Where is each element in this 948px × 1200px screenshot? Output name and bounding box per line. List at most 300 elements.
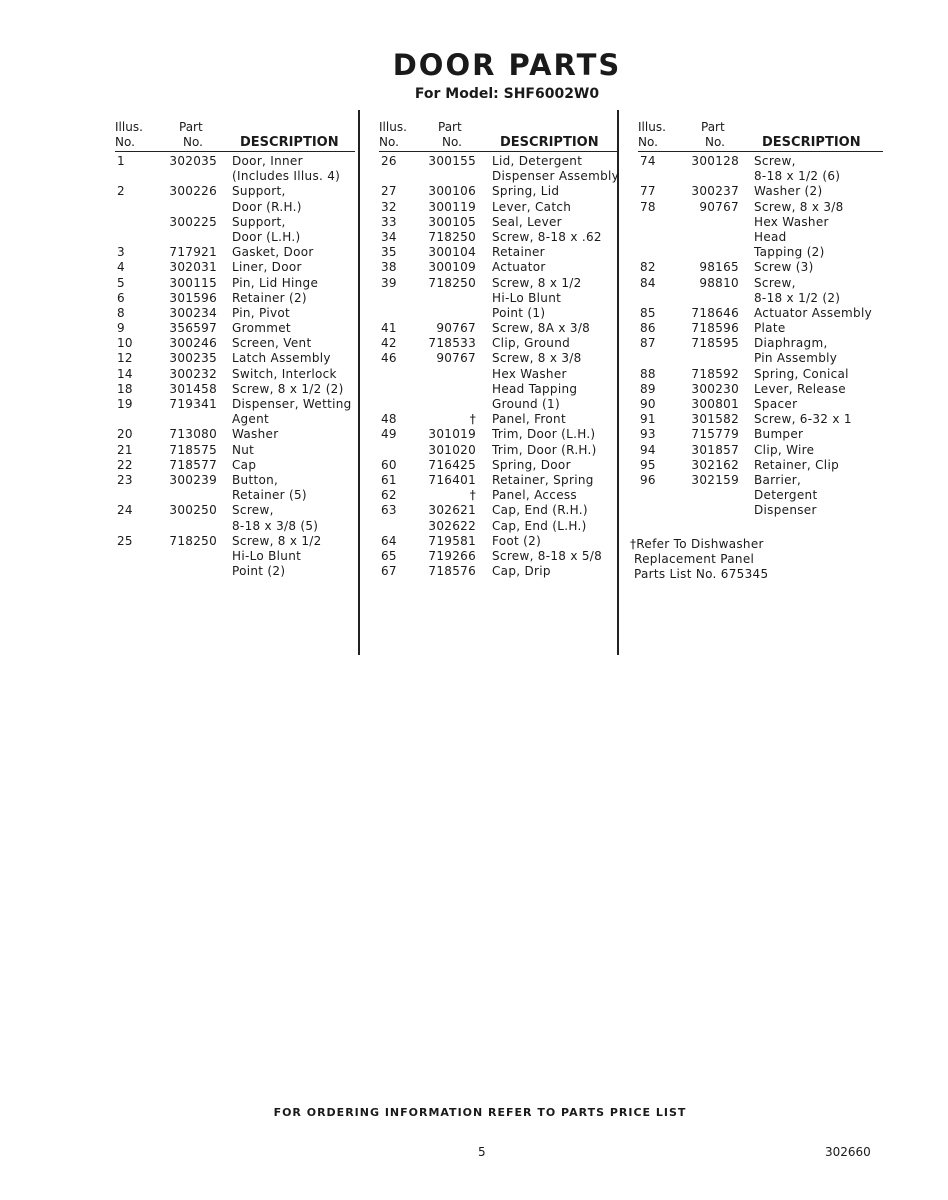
illus-number: 4 [117,260,125,275]
part-description: Nut [232,442,255,457]
table-row [638,245,883,260]
part-description: Cap, End (R.H.) [492,503,588,518]
part-description: Button, [232,472,279,487]
part-number: 300119 [428,199,476,214]
illus-number: 35 [381,245,397,260]
part-number: 90767 [436,351,476,366]
table-row [638,230,883,245]
table-row [379,397,617,412]
part-number: 300234 [169,305,217,320]
illus-number: 25 [117,533,133,548]
part-description: Hi-Lo Blunt [232,548,302,563]
part-number: 301020 [428,442,476,457]
illus-number: 23 [117,472,133,487]
part-description: Latch Assembly [232,351,331,366]
table-row [638,412,883,427]
illus-number: 96 [640,472,656,487]
part-description: Plate [754,321,786,336]
part-number: 300104 [428,245,476,260]
table-row [115,503,355,518]
part-number: 715779 [691,427,739,442]
part-description: Spring, Lid [492,184,560,199]
description-header: DESCRIPTION [240,135,339,150]
table-row [379,488,617,503]
part-description: Door (R.H.) [232,199,302,214]
table-row [115,321,355,336]
illus-number: 61 [381,472,397,487]
part-number: 300801 [691,397,739,411]
part-number: 718250 [428,229,476,244]
table-row [638,291,883,306]
table-row [638,473,883,488]
table-row [638,458,883,473]
table-row [379,184,617,199]
page-number: 5 [478,1145,486,1159]
illus-number: 89 [640,381,656,396]
part-number: 718533 [428,336,476,351]
illus-number: 19 [117,397,133,411]
illus-header: Illus. [638,120,666,134]
part-description: Retainer (5) [232,488,307,503]
part-number: 300237 [691,184,739,199]
illus-number: 46 [381,351,397,366]
part-description: Support, [232,214,286,229]
table-row [115,488,355,503]
table-row [638,200,883,215]
illus-number: 88 [640,366,656,381]
part-description: Clip, Ground [492,336,571,351]
part-number: 719581 [428,533,476,548]
illus-number: 78 [640,199,656,214]
column-header [115,118,355,154]
table-row [379,306,617,321]
part-number: † [469,412,476,427]
part-description: Screw, 8 x 1/2 (2) [232,381,344,396]
part-description: Head Tapping [492,381,578,396]
table-row [379,245,617,260]
table-row [115,215,355,230]
note-line: Replacement Panel [634,552,755,566]
table-row [115,169,355,184]
illus-number: 85 [640,305,656,320]
part-description: 8-18 x 3/8 (5) [232,518,319,533]
part-description: Pin, Lid Hinge [232,275,319,290]
table-row [115,534,355,549]
table-row [638,367,883,382]
part-number: 716401 [428,472,476,487]
part-description: Clip, Wire [754,442,815,457]
part-header: Part [701,120,725,134]
part-number: 300232 [169,366,217,381]
part-description: Screw, 8 x 3/8 [492,351,582,366]
illus-number: 91 [640,412,656,427]
illus-number: 2 [117,184,125,199]
table-row [379,458,617,473]
table-row [115,519,355,534]
part-description: Head [754,229,787,244]
illus-number: 14 [117,366,133,381]
table-row [379,473,617,488]
part-description: Actuator [492,260,546,275]
part-description: Dispenser [754,503,817,518]
table-row [379,367,617,382]
illus-number: 48 [381,412,397,427]
table-row [115,184,355,199]
part-number: 300106 [428,184,476,199]
table-row [115,291,355,306]
part-number: 300235 [169,351,217,366]
part-number: 301019 [428,427,476,442]
illus-number: 67 [381,564,397,579]
part-number: 718250 [169,533,217,548]
part-description: Grommet [232,321,291,336]
part-description: Dispenser, Wetting [232,397,352,411]
table-row [379,169,620,184]
part-number: 302159 [691,472,739,487]
illus-number: 27 [381,184,397,199]
table-row [115,230,355,245]
part-description: Liner, Door [232,260,302,275]
part-description: Screw, [754,154,796,168]
parts-list [638,154,883,519]
part-description: Panel, Front [492,412,566,427]
part-description: Retainer [492,245,545,260]
parts-column-1 [115,118,355,579]
part-description: Gasket, Door [232,245,314,260]
table-row [379,215,617,230]
part-number: 302162 [691,457,739,472]
illus-number: 41 [381,321,397,336]
part-number: 718592 [691,366,739,381]
part-description: 8-18 x 1/2 (2) [754,290,841,305]
part-number: 300128 [691,154,739,168]
table-row [115,427,355,442]
part-description: Pin Assembly [754,351,838,366]
part-number: 300250 [169,503,217,518]
part-number: 302035 [169,154,217,168]
table-row [115,549,355,564]
part-number: 718576 [428,564,476,579]
part-description: Door, Inner [232,154,303,168]
part-description: Panel, Access [492,488,577,503]
part-header: Part [438,120,462,134]
part-number: 719341 [169,397,217,411]
illus-number: 90 [640,397,656,411]
part-number: 713080 [169,427,217,442]
table-row [638,503,883,518]
illus-number: 38 [381,260,397,275]
note-line: Parts List No. 675345 [634,567,769,581]
table-row [638,169,883,184]
part-number: 300105 [428,214,476,229]
part-number: 300115 [169,275,217,290]
part-description: Point (1) [492,305,546,320]
part-description: Hex Washer [754,214,829,229]
header-underline [115,151,355,152]
table-row [115,412,355,427]
part-description: Agent [232,412,270,427]
illus-header: Illus. [115,120,143,134]
model-subtitle: For Model: SHF6002W0 [414,86,600,102]
table-row [115,382,355,397]
part-description: Screw, 8-18 x .62 [492,229,602,244]
part-number: 718250 [428,275,476,290]
table-row [638,488,883,503]
part-description: Ground (1) [492,397,560,411]
table-row [115,245,355,260]
part-number: 718596 [691,321,739,336]
part-description: Screw, 8 x 3/8 [754,199,844,214]
part-description: Detergent [754,488,818,503]
illus-number: 62 [381,488,397,503]
part-description: Barrier, [754,472,802,487]
column-divider [617,110,619,655]
part-description: Lever, Catch [492,199,572,214]
table-row [115,260,355,275]
part-description: Screw (3) [754,260,814,275]
part-description: Screw, [232,503,274,518]
illus-number: 49 [381,427,397,442]
part-description: Cap [232,457,257,472]
illus-header: Illus. [379,120,407,134]
table-row [379,549,617,564]
illus-number: 64 [381,533,397,548]
illus-number: 20 [117,427,133,442]
part-description: Hex Washer [492,366,567,381]
table-row [379,412,617,427]
part-number: 300246 [169,336,217,351]
illus-number: 60 [381,457,397,472]
illus-number: 12 [117,351,133,366]
table-row [638,154,883,169]
illus-number: 3 [117,245,125,260]
part-number: 718646 [691,305,739,320]
table-row [638,184,883,199]
illus-number: 6 [117,290,125,305]
part-number: 300225 [169,214,217,229]
table-row [379,534,617,549]
parts-list [115,154,355,579]
part-number: 300239 [169,472,217,487]
table-row [638,306,883,321]
part-description: Washer [232,427,279,442]
illus-number: 63 [381,503,397,518]
part-description: Trim, Door (R.H.) [492,442,597,457]
table-row [638,443,883,458]
illus-header: No. [115,135,135,149]
part-description: Point (2) [232,564,286,579]
table-row [379,519,617,534]
part-number: 356597 [169,321,217,336]
part-description: 8-18 x 1/2 (6) [754,169,841,184]
table-row [115,458,355,473]
column-divider [358,110,360,655]
part-description: Switch, Interlock [232,366,337,381]
part-description: Cap, End (L.H.) [492,518,587,533]
part-description: (Includes Illus. 4) [232,169,341,184]
header-underline [638,151,883,152]
part-number: 300109 [428,260,476,275]
table-row [115,276,355,291]
table-row [379,321,617,336]
table-row [379,276,617,291]
illus-number: 22 [117,457,133,472]
illus-number: 77 [640,184,656,199]
table-row [115,397,355,412]
part-number: 719266 [428,548,476,563]
illus-number: 26 [381,154,397,168]
illus-number: 86 [640,321,656,336]
part-number: 302622 [428,518,476,533]
table-row [638,382,883,397]
part-description: Screen, Vent [232,336,312,351]
table-row [379,336,617,351]
part-description: Screw, 8 x 1/2 [232,533,322,548]
part-header: No. [183,135,203,149]
part-number: 300226 [169,184,217,199]
part-description: Support, [232,184,286,199]
document-number: 302660 [825,1145,871,1159]
note-line: †Refer To Dishwasher [630,537,764,551]
parts-column-2 [379,118,620,579]
illus-number: 1 [117,154,125,168]
part-description: Lever, Release [754,381,846,396]
illus-number: 74 [640,154,656,168]
illus-number: 84 [640,275,656,290]
parts-column-3 [638,118,883,519]
illus-header: No. [638,135,658,149]
part-description: Screw, 8 x 1/2 [492,275,582,290]
part-description: Screw, 8-18 x 5/8 [492,548,603,563]
illus-number: 32 [381,199,397,214]
illus-number: 65 [381,548,397,563]
description-header: DESCRIPTION [762,135,861,150]
table-row [638,321,883,336]
part-number: 301857 [691,442,739,457]
part-number: 718577 [169,457,217,472]
ordering-footer: FOR ORDERING INFORMATION REFER TO PARTS PRICE LIST [273,1106,687,1119]
part-description: Seal, Lever [492,214,562,229]
illus-number: 42 [381,336,397,351]
part-number: 300155 [428,154,476,168]
illus-number: 8 [117,305,125,320]
illus-number: 93 [640,427,656,442]
table-row [379,382,617,397]
part-description: Bumper [754,427,804,442]
part-number: 718575 [169,442,217,457]
table-row [638,397,883,412]
part-description: Cap, Drip [492,564,551,579]
table-row [379,200,617,215]
part-description: Hi-Lo Blunt [492,290,562,305]
illus-number: 21 [117,442,133,457]
header-underline [379,151,617,152]
part-description: Screw, 6-32 x 1 [754,412,852,427]
illus-number: 5 [117,275,125,290]
part-description: Foot (2) [492,533,542,548]
part-description: Trim, Door (L.H.) [492,427,596,442]
column-header [638,118,883,154]
part-description: Screw, 8A x 3/8 [492,321,591,336]
part-number: † [469,488,476,503]
illus-number: 82 [640,260,656,275]
illus-number: 39 [381,275,397,290]
table-row [638,351,883,366]
table-row [115,564,355,579]
illus-number: 18 [117,381,133,396]
illus-number: 87 [640,336,656,351]
part-number: 98165 [699,260,739,275]
part-number: 302621 [428,503,476,518]
table-row [379,154,617,169]
part-description: Screw, [754,275,796,290]
page-title: DOOR PARTS [392,48,622,82]
part-description: Retainer, Clip [754,457,839,472]
part-number: 301596 [169,290,217,305]
table-row [379,443,617,458]
table-row [379,260,617,275]
table-row [638,260,883,275]
part-description: Retainer (2) [232,290,307,305]
illus-number: 24 [117,503,133,518]
part-number: 98810 [699,275,739,290]
part-description: Washer (2) [754,184,823,199]
illus-number: 94 [640,442,656,457]
table-row [115,443,355,458]
table-row [379,230,617,245]
part-header: No. [705,135,725,149]
table-row [379,351,617,366]
part-description: Tapping (2) [754,245,825,260]
table-row [115,336,355,351]
part-description: Actuator Assembly [754,305,872,320]
part-header: Part [179,120,203,134]
table-row [379,291,617,306]
part-description: Spring, Door [492,457,571,472]
table-row [379,564,617,579]
table-row [638,427,883,442]
table-row [115,154,355,169]
description-header: DESCRIPTION [500,135,599,150]
table-row [638,336,883,351]
part-number: 300230 [691,381,739,396]
table-row [379,503,617,518]
table-row [115,351,355,366]
part-number: 718595 [691,336,739,351]
table-row [115,306,355,321]
part-number: 90767 [436,321,476,336]
part-description: Retainer, Spring [492,472,594,487]
column-header [379,118,617,154]
part-description: Pin, Pivot [232,305,290,320]
table-row [638,215,883,230]
part-description: Lid, Detergent [492,154,583,168]
table-row [379,427,617,442]
illus-header: No. [379,135,399,149]
part-number: 301582 [691,412,739,427]
part-description: Diaphragm, [754,336,828,351]
table-row [115,367,355,382]
illus-number: 33 [381,214,397,229]
table-row [115,473,355,488]
illus-number: 10 [117,336,133,351]
part-description: Door (L.H.) [232,229,301,244]
part-number: 90767 [699,199,739,214]
part-description: Spring, Conical [754,366,849,381]
part-number: 302031 [169,260,217,275]
part-number: 301458 [169,381,217,396]
illus-number: 9 [117,321,125,336]
